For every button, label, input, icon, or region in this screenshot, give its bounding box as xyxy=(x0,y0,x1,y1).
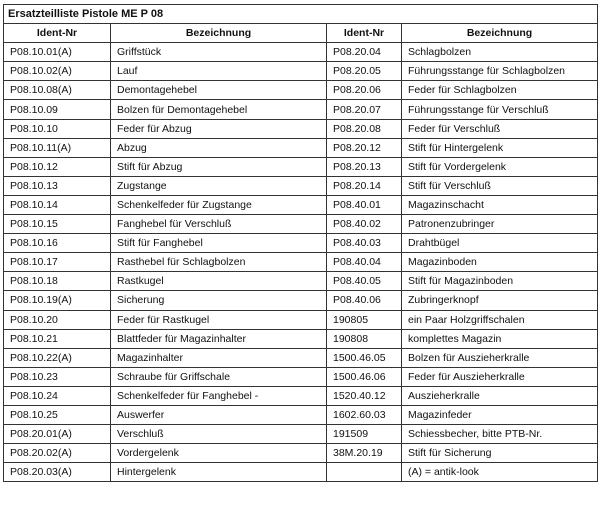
table-title: Ersatzteilliste Pistole ME P 08 xyxy=(4,5,598,24)
ident-right-cell xyxy=(327,463,402,482)
ident-left-cell: P08.10.22(A) xyxy=(4,348,111,367)
bezeichnung-left-cell: Verschluß xyxy=(111,425,327,444)
bezeichnung-left-cell: Bolzen für Demontagehebel xyxy=(111,100,327,119)
table-row xyxy=(4,405,598,424)
ident-right-cell: 190808 xyxy=(327,329,402,348)
bezeichnung-right-cell: Bolzen für Auszieherkralle xyxy=(402,348,598,367)
ident-right-cell: P08.40.06 xyxy=(327,291,402,310)
table-row xyxy=(4,138,598,157)
bezeichnung-right-cell: Feder für Auszieherkralle xyxy=(402,367,598,386)
table-row xyxy=(4,310,598,329)
ident-left-cell: P08.20.02(A) xyxy=(4,444,111,463)
table-row xyxy=(4,43,598,62)
ident-right-cell: P08.40.03 xyxy=(327,234,402,253)
ident-left-cell: P08.10.18 xyxy=(4,272,111,291)
bezeichnung-left-cell: Fanghebel für Verschluß xyxy=(111,215,327,234)
ident-left-cell: P08.10.13 xyxy=(4,176,111,195)
ident-right-cell: P08.20.08 xyxy=(327,119,402,138)
table-row xyxy=(4,176,598,195)
table-row xyxy=(4,234,598,253)
bezeichnung-right-cell: Patronenzubringer xyxy=(402,215,598,234)
header-ident-right: Ident-Nr xyxy=(327,24,402,43)
bezeichnung-left-cell: Magazinhalter xyxy=(111,348,327,367)
table-row xyxy=(4,272,598,291)
header-bezeichnung-right: Bezeichnung xyxy=(402,24,598,43)
ident-right-cell: P08.20.12 xyxy=(327,138,402,157)
table-row xyxy=(4,100,598,119)
ident-right-cell: 1602.60.03 xyxy=(327,405,402,424)
bezeichnung-right-cell: (A) = antik-look xyxy=(402,463,598,482)
ident-right-cell: P08.20.06 xyxy=(327,81,402,100)
ident-right-cell: 191509 xyxy=(327,425,402,444)
ident-right-cell: P08.40.01 xyxy=(327,195,402,214)
bezeichnung-left-cell: Feder für Abzug xyxy=(111,119,327,138)
ident-right-cell: P08.20.13 xyxy=(327,157,402,176)
ident-right-cell: 190805 xyxy=(327,310,402,329)
bezeichnung-right-cell: Feder für Verschluß xyxy=(402,119,598,138)
bezeichnung-left-cell: Stift für Abzug xyxy=(111,157,327,176)
bezeichnung-left-cell: Rasthebel für Schlagbolzen xyxy=(111,253,327,272)
table-row xyxy=(4,425,598,444)
table-row xyxy=(4,253,598,272)
bezeichnung-right-cell: Stift für Hintergelenk xyxy=(402,138,598,157)
bezeichnung-right-cell: Führungsstange für Schlagbolzen xyxy=(402,62,598,81)
ident-right-cell: 38M.20.19 xyxy=(327,444,402,463)
bezeichnung-left-cell: Auswerfer xyxy=(111,405,327,424)
ident-left-cell: P08.20.01(A) xyxy=(4,425,111,444)
table-row xyxy=(4,81,598,100)
table-row xyxy=(4,386,598,405)
bezeichnung-right-cell: Schiessbecher, bitte PTB-Nr. xyxy=(402,425,598,444)
ident-left-cell: P08.20.03(A) xyxy=(4,463,111,482)
ident-left-cell: P08.10.17 xyxy=(4,253,111,272)
ident-left-cell: P08.10.23 xyxy=(4,367,111,386)
bezeichnung-left-cell: Rastkugel xyxy=(111,272,327,291)
header-bezeichnung-left: Bezeichnung xyxy=(111,24,327,43)
table-row xyxy=(4,119,598,138)
ident-left-cell: P08.10.01(A) xyxy=(4,43,111,62)
bezeichnung-left-cell: Stift für Fanghebel xyxy=(111,234,327,253)
ident-right-cell: P08.40.02 xyxy=(327,215,402,234)
table-row xyxy=(4,62,598,81)
bezeichnung-right-cell: Drahtbügel xyxy=(402,234,598,253)
ident-right-cell: 1500.46.05 xyxy=(327,348,402,367)
bezeichnung-left-cell: Blattfeder für Magazinhalter xyxy=(111,329,327,348)
ident-left-cell: P08.10.12 xyxy=(4,157,111,176)
bezeichnung-left-cell: Hintergelenk xyxy=(111,463,327,482)
bezeichnung-left-cell: Feder für Rastkugel xyxy=(111,310,327,329)
header-ident-left: Ident-Nr xyxy=(4,24,111,43)
bezeichnung-left-cell: Schenkelfeder für Fanghebel - xyxy=(111,386,327,405)
ident-left-cell: P08.10.14 xyxy=(4,195,111,214)
bezeichnung-right-cell: Schlagbolzen xyxy=(402,43,598,62)
bezeichnung-right-cell: Feder für Schlagbolzen xyxy=(402,81,598,100)
ident-right-cell: P08.20.07 xyxy=(327,100,402,119)
table-row xyxy=(4,157,598,176)
bezeichnung-right-cell: Magazinfeder xyxy=(402,405,598,424)
ident-left-cell: P08.10.10 xyxy=(4,119,111,138)
ident-left-cell: P08.10.16 xyxy=(4,234,111,253)
ident-left-cell: P08.10.08(A) xyxy=(4,81,111,100)
ident-right-cell: 1500.46.06 xyxy=(327,367,402,386)
table-row xyxy=(4,195,598,214)
bezeichnung-left-cell: Schraube für Griffschale xyxy=(111,367,327,386)
ident-right-cell: P08.40.04 xyxy=(327,253,402,272)
ident-left-cell: P08.10.02(A) xyxy=(4,62,111,81)
ident-right-cell: P08.20.04 xyxy=(327,43,402,62)
bezeichnung-right-cell: Zubringerknopf xyxy=(402,291,598,310)
bezeichnung-right-cell: Stift für Verschluß xyxy=(402,176,598,195)
bezeichnung-left-cell: Abzug xyxy=(111,138,327,157)
header-row xyxy=(4,24,598,43)
table-row xyxy=(4,348,598,367)
bezeichnung-left-cell: Demontagehebel xyxy=(111,81,327,100)
bezeichnung-right-cell: Magazinboden xyxy=(402,253,598,272)
parts-list-sheet xyxy=(3,4,597,482)
ident-left-cell: P08.10.15 xyxy=(4,215,111,234)
ident-right-cell: 1520.40.12 xyxy=(327,386,402,405)
bezeichnung-left-cell: Schenkelfeder für Zugstange xyxy=(111,195,327,214)
bezeichnung-right-cell: Magazinschacht xyxy=(402,195,598,214)
bezeichnung-left-cell: Sicherung xyxy=(111,291,327,310)
table-row xyxy=(4,215,598,234)
ident-left-cell: P08.10.19(A) xyxy=(4,291,111,310)
table-row xyxy=(4,367,598,386)
table-row xyxy=(4,444,598,463)
ident-left-cell: P08.10.25 xyxy=(4,405,111,424)
bezeichnung-left-cell: Zugstange xyxy=(111,176,327,195)
table-row xyxy=(4,463,598,482)
ident-left-cell: P08.10.11(A) xyxy=(4,138,111,157)
ident-left-cell: P08.10.21 xyxy=(4,329,111,348)
bezeichnung-right-cell: Auszieherkralle xyxy=(402,386,598,405)
ident-right-cell: P08.20.14 xyxy=(327,176,402,195)
bezeichnung-right-cell: ein Paar Holzgriffschalen xyxy=(402,310,598,329)
bezeichnung-right-cell: Stift für Sicherung xyxy=(402,444,598,463)
ident-left-cell: P08.10.24 xyxy=(4,386,111,405)
bezeichnung-right-cell: Stift für Vordergelenk xyxy=(402,157,598,176)
ident-left-cell: P08.10.20 xyxy=(4,310,111,329)
bezeichnung-right-cell: komplettes Magazin xyxy=(402,329,598,348)
table-row xyxy=(4,291,598,310)
ident-right-cell: P08.20.05 xyxy=(327,62,402,81)
bezeichnung-right-cell: Führungsstange für Verschluß xyxy=(402,100,598,119)
bezeichnung-left-cell: Lauf xyxy=(111,62,327,81)
table-row xyxy=(4,329,598,348)
title-row xyxy=(4,5,598,24)
bezeichnung-right-cell: Stift für Magazinboden xyxy=(402,272,598,291)
ident-left-cell: P08.10.09 xyxy=(4,100,111,119)
parts-table xyxy=(3,4,598,482)
ident-right-cell: P08.40.05 xyxy=(327,272,402,291)
bezeichnung-left-cell: Vordergelenk xyxy=(111,444,327,463)
table-body xyxy=(4,43,598,482)
bezeichnung-left-cell: Griffstück xyxy=(111,43,327,62)
